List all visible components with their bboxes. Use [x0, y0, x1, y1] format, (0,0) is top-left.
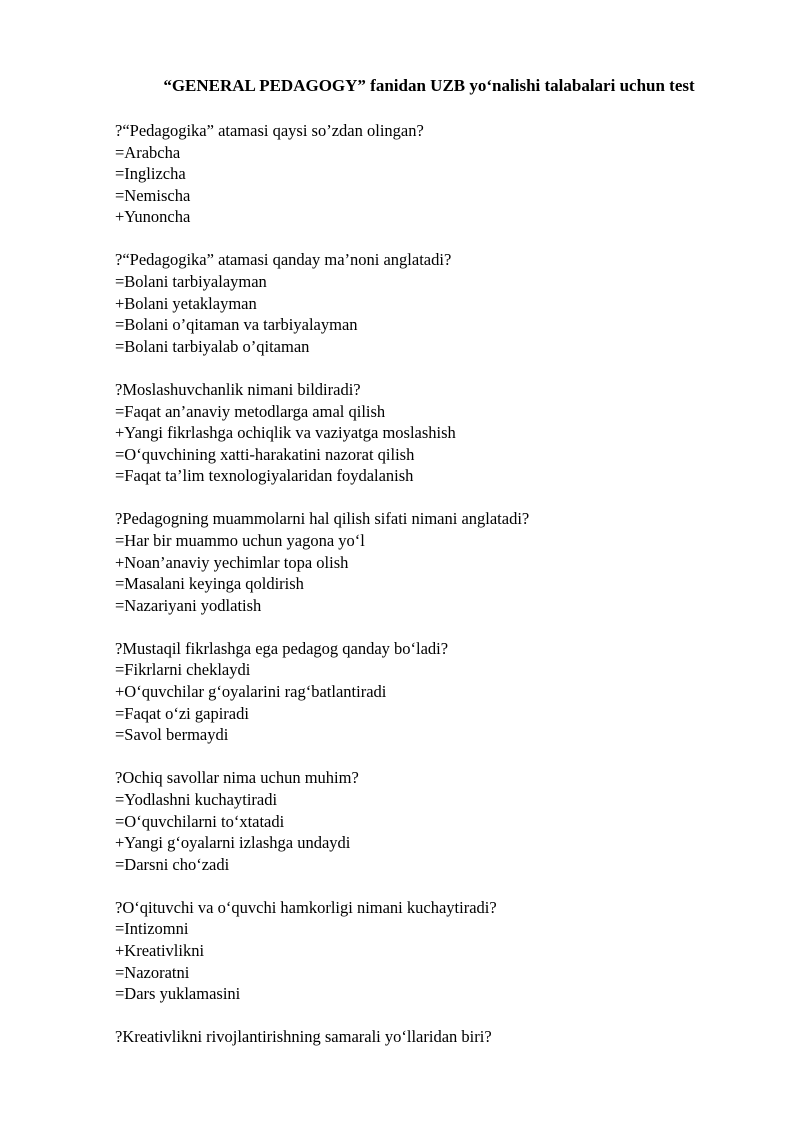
question-text: ?Pedagogning muammolarni hal qilish sifati nimani anglatadi?	[115, 509, 530, 529]
answer-option: =Intizomni	[115, 919, 189, 939]
question-block	[115, 1026, 775, 1048]
question-text: ?“Pedagogika” atamasi qanday ma’noni anglatadi?	[115, 250, 452, 270]
question-text: ?Moslashuvchanlik nimani bildiradi?	[115, 379, 361, 399]
answer-option: =Faqat o‘zi gapiradi	[115, 703, 249, 723]
question-block	[115, 767, 775, 875]
question-block	[115, 897, 775, 1005]
answer-option-correct: +Noan’anaviy yechimlar topa olish	[115, 552, 349, 572]
question-block	[115, 249, 775, 357]
answer-option-correct: +O‘quvchilar g‘oyalarini rag‘batlantiradi	[115, 682, 387, 702]
answer-option: =Masalani keyinga qoldirish	[115, 574, 304, 594]
answer-option: =Har bir muammo uchun yagona yo‘l	[115, 531, 365, 550]
answer-option: =Nemischa	[115, 185, 191, 205]
question-text: ?O‘qituvchi va o‘quvchi hamkorligi nimani kuchaytiradi?	[115, 897, 497, 917]
answer-option: =Darsni cho‘zadi	[115, 854, 230, 874]
question-block	[115, 508, 775, 616]
answer-option: =Arabcha	[115, 142, 181, 162]
answer-option-correct: +Yangi fikrlashga ochiqlik va vaziyatga moslashish	[115, 423, 456, 443]
question-text: ?“Pedagogika” atamasi qaysi so’zdan olingan?	[115, 121, 424, 140]
answer-option-correct: +Bolani yetaklayman	[115, 293, 257, 313]
answer-option: =Inglizcha	[115, 164, 186, 184]
document-title: “GENERAL PEDAGOGY” fanidan UZB yo‘nalishi talabalari uchun test	[163, 76, 695, 95]
answer-option: =Bolani tarbiyalab o’qitaman	[115, 336, 310, 356]
answer-option: =Bolani o’qitaman va tarbiyalayman	[115, 315, 358, 335]
answer-option: =Faqat an’anaviy metodlarga amal qilish	[115, 401, 386, 421]
answer-option-correct: +Yunoncha	[115, 207, 191, 227]
answer-option: =Nazoratni	[115, 962, 190, 982]
answer-option: =Bolani tarbiyalayman	[115, 272, 267, 292]
answer-option-correct: +Yangi g‘oyalarni izlashga undaydi	[115, 833, 351, 853]
answer-option: =Yodlashni kuchaytiradi	[115, 789, 278, 809]
answer-option: =Fikrlarni cheklaydi	[115, 660, 251, 680]
question-block	[115, 120, 775, 228]
answer-option: =Savol bermaydi	[115, 725, 229, 745]
answer-option: =Faqat ta’lim texnologiyalaridan foydalanish	[115, 466, 414, 486]
question-block	[115, 638, 775, 746]
answer-option: =O‘quvchilarni to‘xtatadi	[115, 811, 285, 831]
answer-option: =Dars yuklamasini	[115, 984, 241, 1004]
question-text: ?Mustaqil fikrlashga ega pedagog qanday bo‘ladi?	[115, 638, 449, 658]
question-text: ?Ochiq savollar nima uchun muhim?	[115, 768, 359, 788]
answer-option: =O‘quvchining xatti-harakatini nazorat qilish	[115, 444, 415, 464]
question-list	[115, 120, 775, 1069]
question-text: ?Kreativlikni rivojlantirishning samarali yo‘llaridan biri?	[115, 1027, 492, 1047]
answer-option-correct: +Kreativlikni	[115, 941, 205, 960]
question-block	[115, 379, 775, 487]
answer-option: =Nazariyani yodlatish	[115, 595, 262, 615]
